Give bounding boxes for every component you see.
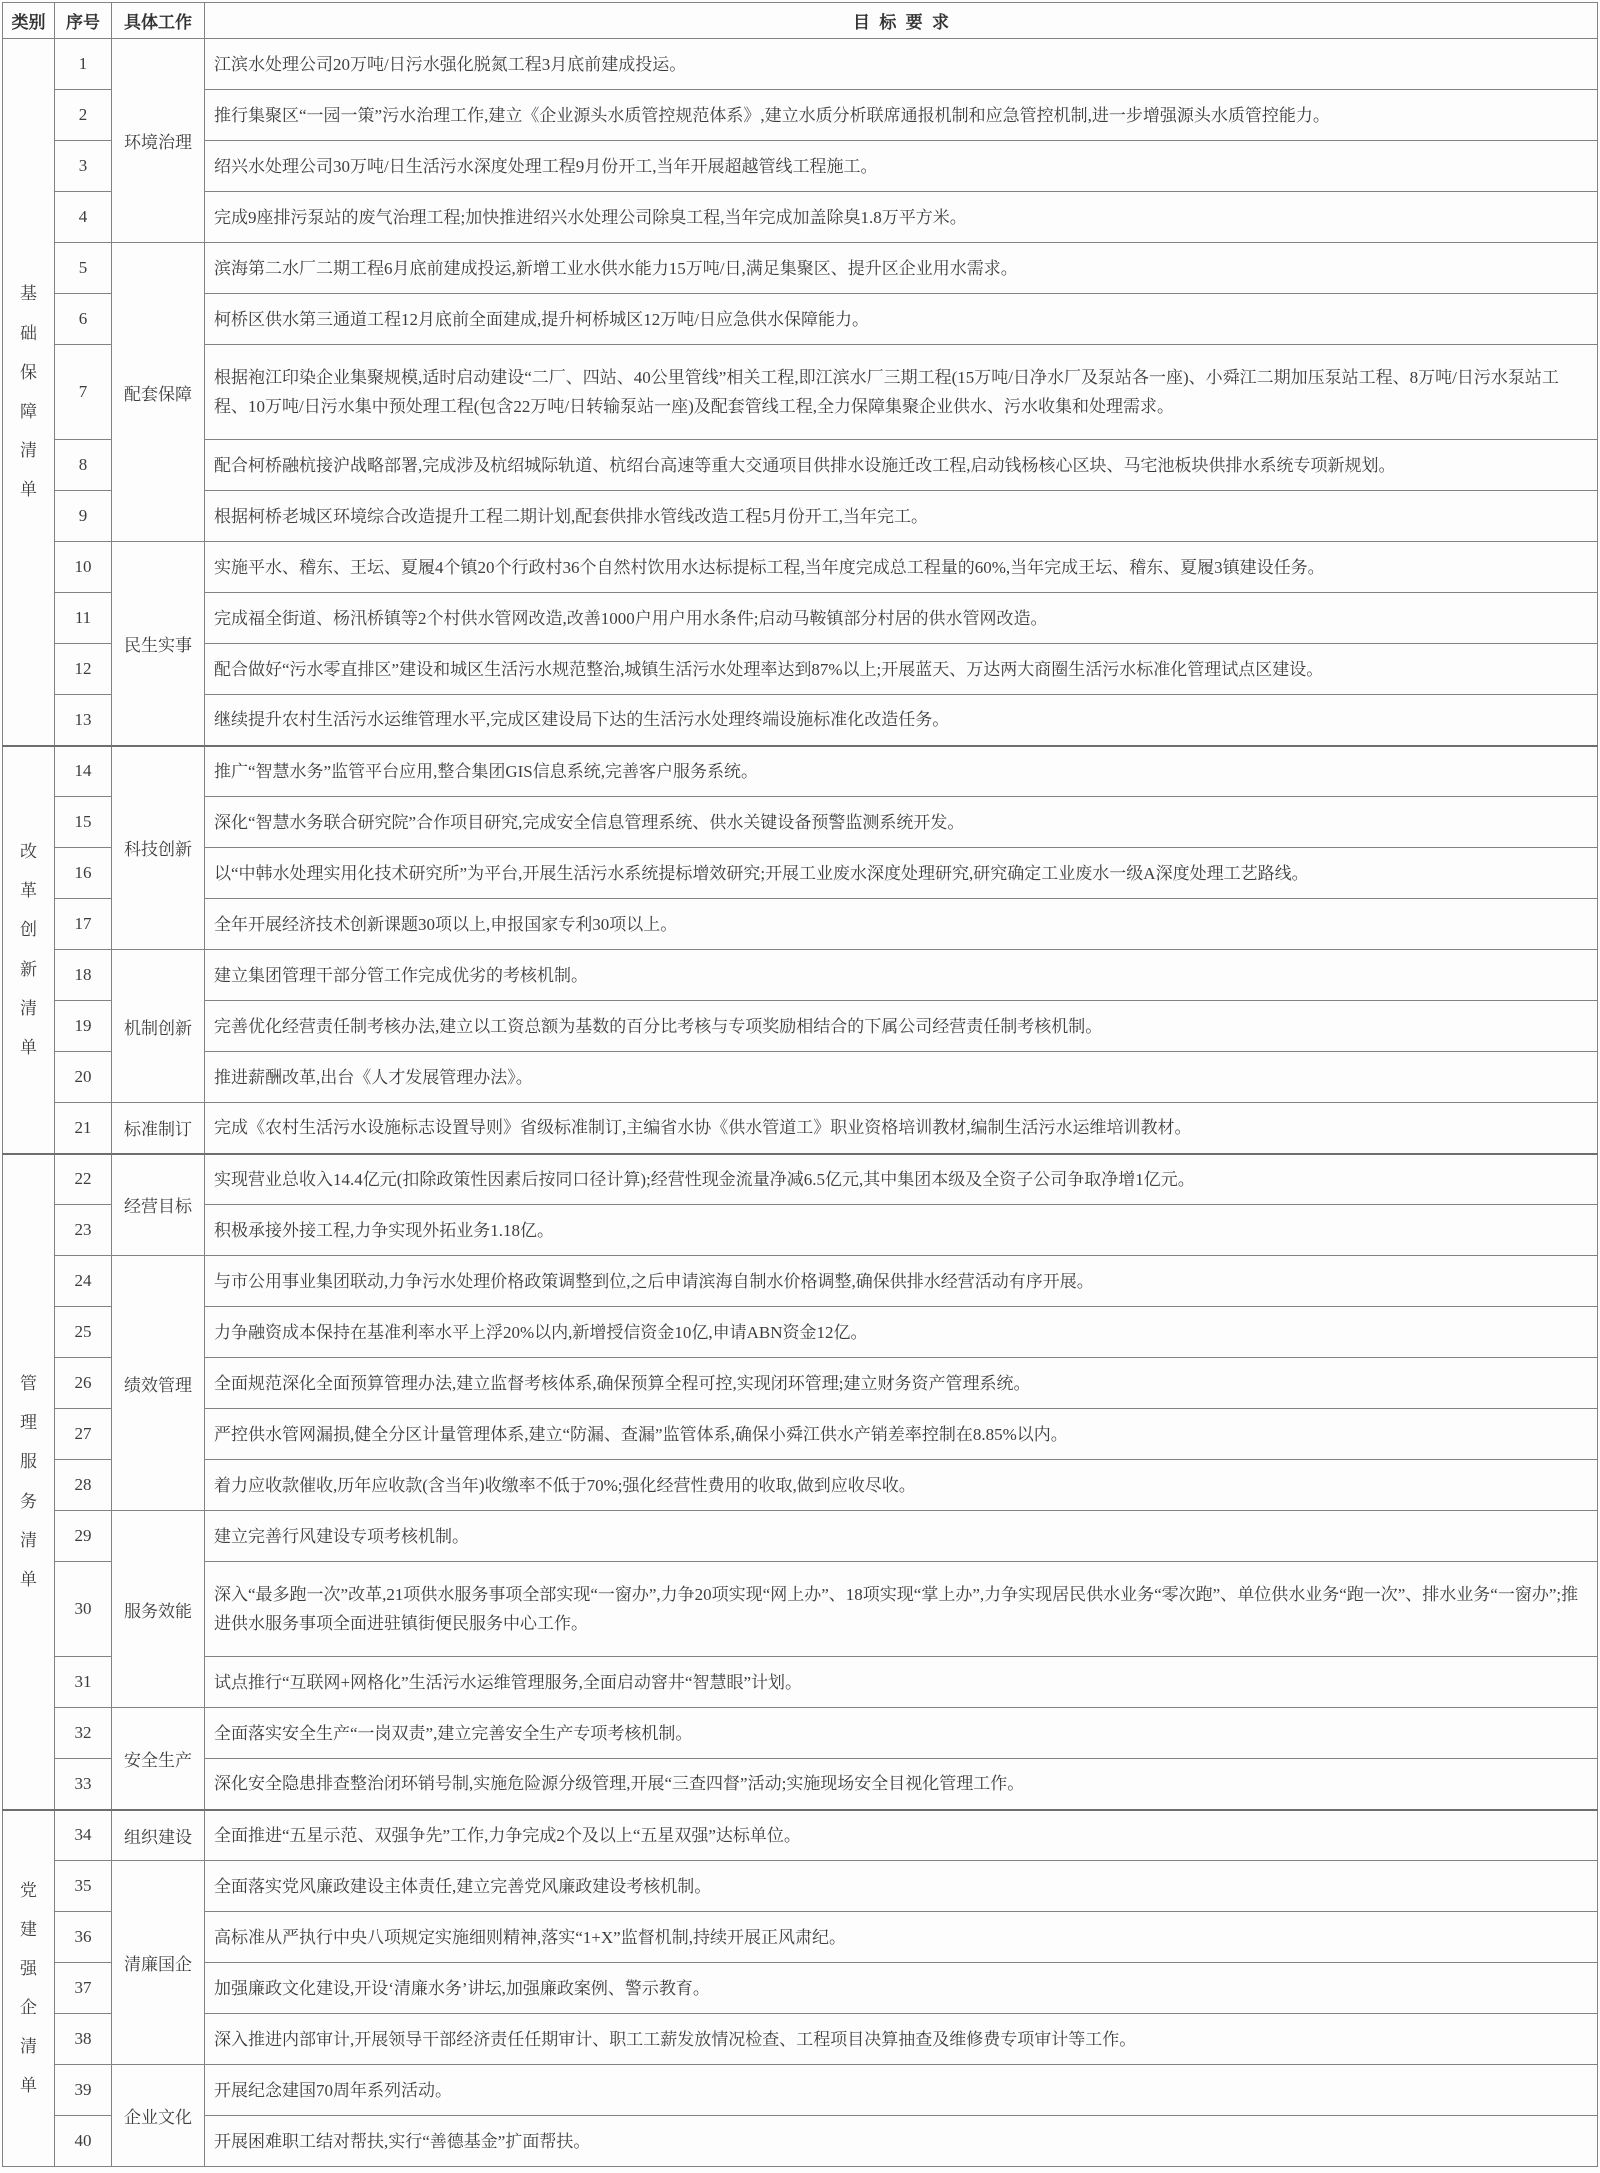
target-cell: 绍兴水处理公司30万吨/日生活污水深度处理工程9月份开工,当年开展超越管线工程施工。 [205,141,1598,192]
table-row [3,1657,1598,1708]
table-row [3,1511,1598,1562]
target-cell: 完成《农村生活污水设施标志设置导则》省级标准制订,主编省水协《供水管道工》职业资格培训教材,编制生活污水运维培训教材。 [205,1103,1598,1154]
row-number: 18 [55,950,112,1001]
work-cell: 组织建设 [112,1810,205,1861]
target-cell: 完成福全街道、杨汛桥镇等2个村供水管网改造,改善1000户用户用水条件;启动马鞍镇部分村居的供水管网改造。 [205,593,1598,644]
work-cell: 机制创新 [112,950,205,1103]
row-number: 12 [55,644,112,695]
work-cell: 标准制订 [112,1103,205,1154]
row-number: 31 [55,1657,112,1708]
target-cell: 深入推进内部审计,开展领导干部经济责任任期审计、职工工薪发放情况检查、工程项目决算抽查及维修费专项审计等工作。 [205,2014,1598,2065]
table-row [3,1810,1598,1861]
category-label: 党建强企清单 [20,1880,37,2096]
table-row [3,1001,1598,1052]
row-number: 36 [55,1912,112,1963]
row-number: 10 [55,542,112,593]
target-cell: 以“中韩水处理实用化技术研究所”为平台,开展生活污水系统提标增效研究;开展工业废水深度处理研究,研究确定工业废水一级A深度处理工艺路线。 [205,848,1598,899]
row-number: 27 [55,1409,112,1460]
work-cell: 配套保障 [112,243,205,542]
table-row [3,1562,1598,1657]
row-number: 11 [55,593,112,644]
row-number: 17 [55,899,112,950]
table-row [3,192,1598,243]
target-cell: 配合做好“污水零直排区”建设和城区生活污水规范整治,城镇生活污水处理率达到87%以上;开展蓝天、万达两大商圈生活污水标准化管理试点区建设。 [205,644,1598,695]
table-row [3,1759,1598,1810]
target-cell: 全面落实党风廉政建设主体责任,建立完善党风廉政建设考核机制。 [205,1861,1598,1912]
target-cell: 江滨水处理公司20万吨/日污水强化脱氮工程3月底前建成投运。 [205,39,1598,90]
row-number: 3 [55,141,112,192]
table-row [3,2116,1598,2167]
table-row [3,491,1598,542]
table-row [3,90,1598,141]
row-number: 14 [55,746,112,797]
table-row [3,593,1598,644]
target-cell: 开展困难职工结对帮扶,实行“善德基金”扩面帮扶。 [205,2116,1598,2167]
category-label: 管理服务清单 [20,1374,37,1589]
table-row [3,345,1598,440]
work-cell: 科技创新 [112,746,205,950]
target-cell: 滨海第二水厂二期工程6月底前建成投运,新增工业水供水能力15万吨/日,满足集聚区、提升区企业用水需求。 [205,243,1598,294]
table-row [3,2014,1598,2065]
target-cell: 根据袍江印染企业集聚规模,适时启动建设“二厂、四站、40公里管线”相关工程,即江滨水厂三期工程(15万吨/日净水厂及泵站各一座)、小舜江二期加压泵站工程、8万吨/日污水泵站工程、10万吨/日污水集中预处理工程(包含22万吨/日转输泵站一座)及配套管线工程,全力保障集聚企业供水、污水收集和处理需求。 [205,345,1598,440]
row-number: 19 [55,1001,112,1052]
category-cell [3,746,55,1154]
target-cell: 全年开展经济技术创新课题30项以上,申报国家专利30项以上。 [205,899,1598,950]
work-cell: 清廉国企 [112,1861,205,2065]
row-number: 38 [55,2014,112,2065]
table-row [3,542,1598,593]
target-cell: 与市公用事业集团联动,力争污水处理价格政策调整到位,之后申请滨海自制水价格调整,确保供排水经营活动有序开展。 [205,1256,1598,1307]
row-number: 4 [55,192,112,243]
target-cell: 高标准从严执行中央八项规定实施细则精神,落实“1+X”监督机制,持续开展正风肃纪。 [205,1912,1598,1963]
header-no: 序号 [55,3,112,39]
work-cell: 经营目标 [112,1154,205,1256]
table-row [3,1154,1598,1205]
target-cell: 试点推行“互联网+网格化”生活污水运维管理服务,全面启动窨井“智慧眼”计划。 [205,1657,1598,1708]
table-row [3,1358,1598,1409]
target-cell: 深入“最多跑一次”改革,21项供水服务事项全部实现“一窗办”,力争20项实现“网上办”、18项实现“掌上办”,力争实现居民供水业务“零次跑”、单位供水业务“跑一次”、排水业务“一窗办”;推进供水服务事项全面进驻镇街便民服务中心工作。 [205,1562,1598,1657]
row-number: 28 [55,1460,112,1511]
table-row [3,1256,1598,1307]
target-cell: 深化“智慧水务联合研究院”合作项目研究,完成安全信息管理系统、供水关键设备预警监测系统开发。 [205,797,1598,848]
target-cell: 根据柯桥老城区环境综合改造提升工程二期计划,配套供排水管线改造工程5月份开工,当年完工。 [205,491,1598,542]
category-cell [3,1154,55,1810]
row-number: 40 [55,2116,112,2167]
work-cell: 企业文化 [112,2065,205,2167]
work-cell: 绩效管理 [112,1256,205,1511]
target-cell: 全面规范深化全面预算管理办法,建立监督考核体系,确保预算全程可控,实现闭环管理;建立财务资产管理系统。 [205,1358,1598,1409]
row-number: 37 [55,1963,112,2014]
header-category: 类别 [3,3,55,39]
row-number: 26 [55,1358,112,1409]
table-row [3,644,1598,695]
work-cell: 环境治理 [112,39,205,243]
work-cell: 服务效能 [112,1511,205,1708]
target-cell: 完善优化经营责任制考核办法,建立以工资总额为基数的百分比考核与专项奖励相结合的下属公司经营责任制考核机制。 [205,1001,1598,1052]
target-cell: 建立完善行风建设专项考核机制。 [205,1511,1598,1562]
row-number: 16 [55,848,112,899]
category-label: 改革创新清单 [20,842,37,1057]
row-number: 21 [55,1103,112,1154]
row-number: 20 [55,1052,112,1103]
row-number: 25 [55,1307,112,1358]
row-number: 9 [55,491,112,542]
table-row [3,1861,1598,1912]
target-cell: 推广“智慧水务”监管平台应用,整合集团GIS信息系统,完善客户服务系统。 [205,746,1598,797]
table-row [3,243,1598,294]
category-label: 基础保障清单 [20,284,37,499]
table-row [3,1460,1598,1511]
row-number: 6 [55,294,112,345]
header-target: 目标要求 [205,3,1598,39]
target-cell: 力争融资成本保持在基准利率水平上浮20%以内,新增授信资金10亿,申请ABN资金12亿。 [205,1307,1598,1358]
work-cell: 安全生产 [112,1708,205,1810]
row-number: 39 [55,2065,112,2116]
table-row [3,141,1598,192]
target-cell: 实施平水、稽东、王坛、夏履4个镇20个行政村36个自然村饮用水达标提标工程,当年度完成总工程量的60%,当年完成王坛、稽东、夏履3镇建设任务。 [205,542,1598,593]
row-number: 2 [55,90,112,141]
row-number: 23 [55,1205,112,1256]
work-cell: 民生实事 [112,542,205,746]
table-row [3,1052,1598,1103]
table-row [3,746,1598,797]
row-number: 34 [55,1810,112,1861]
table-row [3,294,1598,345]
target-cell: 深化安全隐患排查整治闭环销号制,实施危险源分级管理,开展“三查四督”活动;实施现场安全目视化管理工作。 [205,1759,1598,1810]
table-row [3,1307,1598,1358]
table-row [3,848,1598,899]
target-cell: 严控供水管网漏损,健全分区计量管理体系,建立“防漏、查漏”监管体系,确保小舜江供水产销差率控制在8.85%以内。 [205,1409,1598,1460]
work-goals-table [2,2,1598,2167]
category-cell [3,1810,55,2167]
row-number: 35 [55,1861,112,1912]
table-row [3,950,1598,1001]
table-row [3,1103,1598,1154]
table-row [3,1409,1598,1460]
target-cell: 开展纪念建国70周年系列活动。 [205,2065,1598,2116]
target-cell: 着力应收款催收,历年应收款(含当年)收缴率不低于70%;强化经营性费用的收取,做到应收尽收。 [205,1460,1598,1511]
row-number: 32 [55,1708,112,1759]
target-cell: 柯桥区供水第三通道工程12月底前全面建成,提升柯桥城区12万吨/日应急供水保障能力。 [205,294,1598,345]
table-header-row [3,3,1598,39]
header-work: 具体工作 [112,3,205,39]
row-number: 30 [55,1562,112,1657]
row-number: 8 [55,440,112,491]
target-cell: 推进薪酬改革,出台《人才发展管理办法》。 [205,1052,1598,1103]
table-row [3,899,1598,950]
table-row [3,797,1598,848]
row-number: 1 [55,39,112,90]
row-number: 24 [55,1256,112,1307]
table-row [3,695,1598,746]
target-cell: 加强廉政文化建设,开设‘清廉水务’讲坛,加强廉政案例、警示教育。 [205,1963,1598,2014]
target-cell: 配合柯桥融杭接沪战略部署,完成涉及杭绍城际轨道、杭绍台高速等重大交通项目供排水设施迁改工程,启动钱杨核心区块、马宅池板块供排水系统专项新规划。 [205,440,1598,491]
category-cell [3,39,55,746]
table-row [3,2065,1598,2116]
row-number: 15 [55,797,112,848]
table-row [3,1205,1598,1256]
target-cell: 推行集聚区“一园一策”污水治理工作,建立《企业源头水质管控规范体系》,建立水质分析联席通报机制和应急管控机制,进一步增强源头水质管控能力。 [205,90,1598,141]
table-row [3,1912,1598,1963]
table-row [3,1963,1598,2014]
table-row [3,1708,1598,1759]
target-cell: 全面推进“五星示范、双强争先”工作,力争完成2个及以上“五星双强”达标单位。 [205,1810,1598,1861]
row-number: 5 [55,243,112,294]
target-cell: 完成9座排污泵站的废气治理工程;加快推进绍兴水处理公司除臭工程,当年完成加盖除臭1.8万平方米。 [205,192,1598,243]
table-row [3,440,1598,491]
row-number: 29 [55,1511,112,1562]
row-number: 33 [55,1759,112,1810]
target-cell: 建立集团管理干部分管工作完成优劣的考核机制。 [205,950,1598,1001]
row-number: 22 [55,1154,112,1205]
target-cell: 实现营业总收入14.4亿元(扣除政策性因素后按同口径计算);经营性现金流量净减6.5亿元,其中集团本级及全资子公司争取净增1亿元。 [205,1154,1598,1205]
target-cell: 积极承接外接工程,力争实现外拓业务1.18亿。 [205,1205,1598,1256]
row-number: 7 [55,345,112,440]
row-number: 13 [55,695,112,746]
target-cell: 继续提升农村生活污水运维管理水平,完成区建设局下达的生活污水处理终端设施标准化改造任务。 [205,695,1598,746]
target-cell: 全面落实安全生产“一岗双责”,建立完善安全生产专项考核机制。 [205,1708,1598,1759]
table-row [3,39,1598,90]
